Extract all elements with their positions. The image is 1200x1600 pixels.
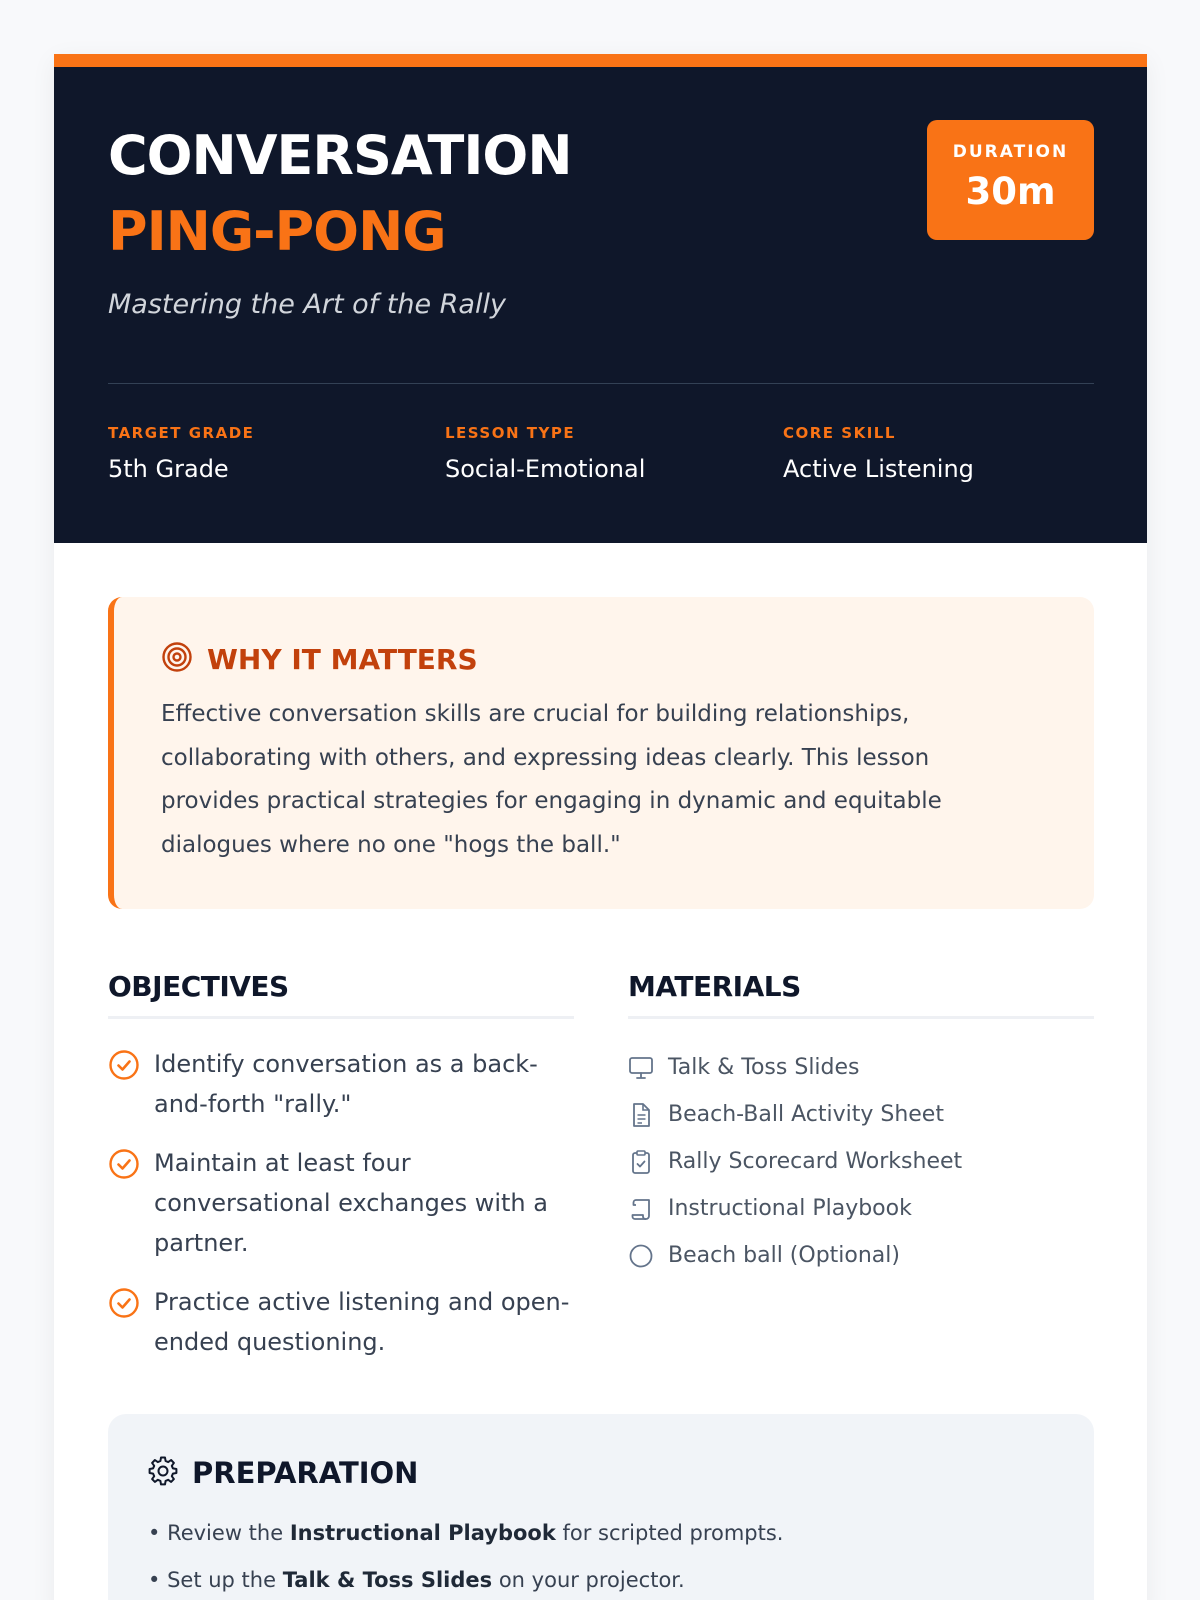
objectives-rule <box>108 1016 574 1019</box>
header-divider <box>108 383 1094 384</box>
meta-core-skill <box>783 424 974 483</box>
duration-label: DURATION <box>952 142 1069 162</box>
prep-text: for scripted prompts. <box>555 1521 784 1545</box>
document-icon <box>628 1102 654 1128</box>
prep-text: Review the <box>167 1521 290 1545</box>
check-circle-icon <box>108 1049 140 1093</box>
gear-icon <box>148 1456 178 1490</box>
material-item <box>628 1138 1094 1185</box>
target-icon <box>161 641 193 677</box>
meta-value: Active Listening <box>783 455 974 483</box>
accent-bar <box>54 54 1147 67</box>
objective-item <box>108 1282 578 1362</box>
material-label: Rally Scorecard Worksheet <box>668 1149 963 1174</box>
preparation-list <box>148 1510 784 1600</box>
why-body: Effective conversation skills are crucial for building relationships, collaborating with others, and expressing ideas clearly. This lesson provides practical strategies for engaging in dynamic and equitable dialogues where no one "hogs the ball." <box>161 701 942 858</box>
meta-lesson-type <box>445 424 645 483</box>
prep-text: on your projector. <box>492 1568 685 1592</box>
preparation-item: • Set up the Talk & Toss Slides on your projector. <box>148 1568 685 1592</box>
material-item <box>628 1185 1094 1232</box>
objectives-title: OBJECTIVES <box>108 970 289 1003</box>
materials-rule <box>628 1016 1094 1019</box>
material-label: Instructional Playbook <box>668 1196 912 1221</box>
prep-bold: Instructional Playbook <box>289 1521 556 1545</box>
monitor-icon <box>628 1055 654 1081</box>
check-circle-icon <box>108 1148 140 1192</box>
lesson-subtitle: Mastering the Art of the Rally <box>108 289 506 320</box>
objective-text: Practice active listening and open-ended questioning. <box>154 1288 570 1356</box>
why-title: WHY IT MATTERS <box>207 642 478 676</box>
preparation-item: • Review the Instructional Playbook for scripted prompts. <box>148 1521 784 1545</box>
prep-bold: Talk & Toss Slides <box>282 1568 493 1592</box>
materials-list <box>628 1044 1094 1279</box>
meta-label: LESSON TYPE <box>445 424 576 442</box>
objectives-list <box>108 1044 578 1381</box>
circle-icon <box>628 1243 654 1269</box>
meta-value: Social-Emotional <box>445 455 646 483</box>
title-line-2: PING-PONG <box>108 200 446 263</box>
material-item <box>628 1232 1094 1279</box>
material-label: Talk & Toss Slides <box>668 1055 860 1080</box>
material-label: Beach ball (Optional) <box>668 1243 900 1268</box>
objective-item <box>108 1044 578 1124</box>
objective-item <box>108 1143 578 1263</box>
preparation-box <box>108 1414 1094 1600</box>
materials-title: MATERIALS <box>628 970 801 1003</box>
material-item <box>628 1044 1094 1091</box>
prep-text: Set up the <box>167 1568 283 1592</box>
title-line-1: CONVERSATION <box>108 124 572 187</box>
check-circle-icon <box>108 1287 140 1331</box>
objective-text: Identify conversation as a back-and-forth "rally." <box>154 1050 538 1118</box>
objective-text: Maintain at least four conversational exchanges with a partner. <box>154 1149 548 1257</box>
lesson-header <box>54 67 1147 543</box>
why-it-matters-box <box>108 597 1094 909</box>
meta-label: TARGET GRADE <box>108 424 255 442</box>
duration-value: 30m <box>965 170 1056 213</box>
material-item <box>628 1091 1094 1138</box>
meta-value: 5th Grade <box>108 455 229 483</box>
duration-badge <box>927 120 1094 240</box>
meta-label: CORE SKILL <box>783 424 896 442</box>
meta-target-grade <box>108 424 254 483</box>
scroll-icon <box>628 1196 654 1222</box>
lesson-card <box>54 54 1147 1600</box>
material-label: Beach-Ball Activity Sheet <box>668 1102 944 1127</box>
preparation-title: PREPARATION <box>192 1456 419 1490</box>
clipboard-check-icon <box>628 1149 654 1175</box>
